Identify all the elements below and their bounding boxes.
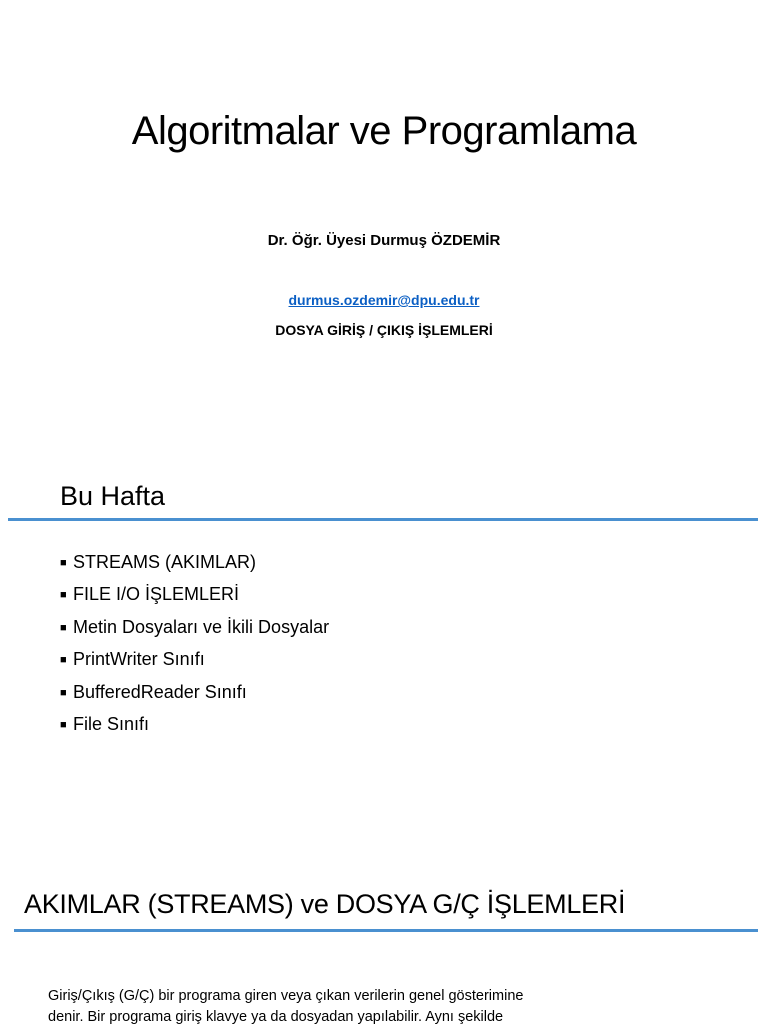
slide-title: Algoritmalar ve Programlama — [131, 109, 637, 153]
section-heading-streams: AKIMLAR (STREAMS) ve DOSYA G/Ç İŞLEMLERİ — [24, 889, 626, 919]
list-item — [60, 676, 329, 708]
square-bullet-icon: ■ — [60, 557, 67, 569]
square-bullet-icon: ■ — [60, 718, 67, 731]
author-name: Dr. Öğr. Üyesi Durmuş ÖZDEMİR — [267, 232, 501, 249]
list-item-text: PrintWriter Sınıfı — [73, 649, 205, 670]
list-item — [60, 643, 329, 675]
square-bullet-icon: ■ — [60, 686, 67, 699]
list-item — [60, 611, 329, 643]
list-item-text: STREAMS (AKIMLAR) — [73, 552, 257, 572]
body-line: denir. Bir programa giriş klavye ya da dosyadan yapılabilir. Aynı şekilde — [48, 1009, 504, 1024]
list-item-text: Metin Dosyaları ve İkili Dosyalar — [73, 616, 330, 637]
square-bullet-icon: ■ — [60, 621, 67, 634]
body-paragraph — [48, 986, 638, 1024]
square-bullet-icon: ■ — [60, 654, 67, 667]
list-item-text: BufferedReader Sınıfı — [73, 681, 247, 702]
topic-list — [60, 546, 329, 740]
list-item — [60, 546, 329, 578]
list-item-text: File Sınıfı — [73, 713, 150, 734]
list-item-text: FILE I/O İŞLEMLERİ — [73, 584, 240, 605]
heading-divider — [8, 518, 758, 521]
slide-subtitle: DOSYA GİRİŞ / ÇIKIŞ İŞLEMLERİ — [275, 322, 493, 338]
email-link[interactable]: durmus.ozdemir@dpu.edu.tr — [288, 292, 480, 308]
heading-divider — [14, 929, 758, 932]
body-line: Giriş/Çıkış (G/Ç) bir programa giren veya çıkan verilerin genel gösterimine — [48, 988, 524, 1004]
square-bullet-icon: ■ — [60, 589, 67, 602]
email-line — [0, 290, 768, 310]
list-item — [60, 708, 329, 740]
list-item — [60, 578, 329, 610]
section-heading-bu-hafta: Bu Hafta — [60, 481, 166, 511]
